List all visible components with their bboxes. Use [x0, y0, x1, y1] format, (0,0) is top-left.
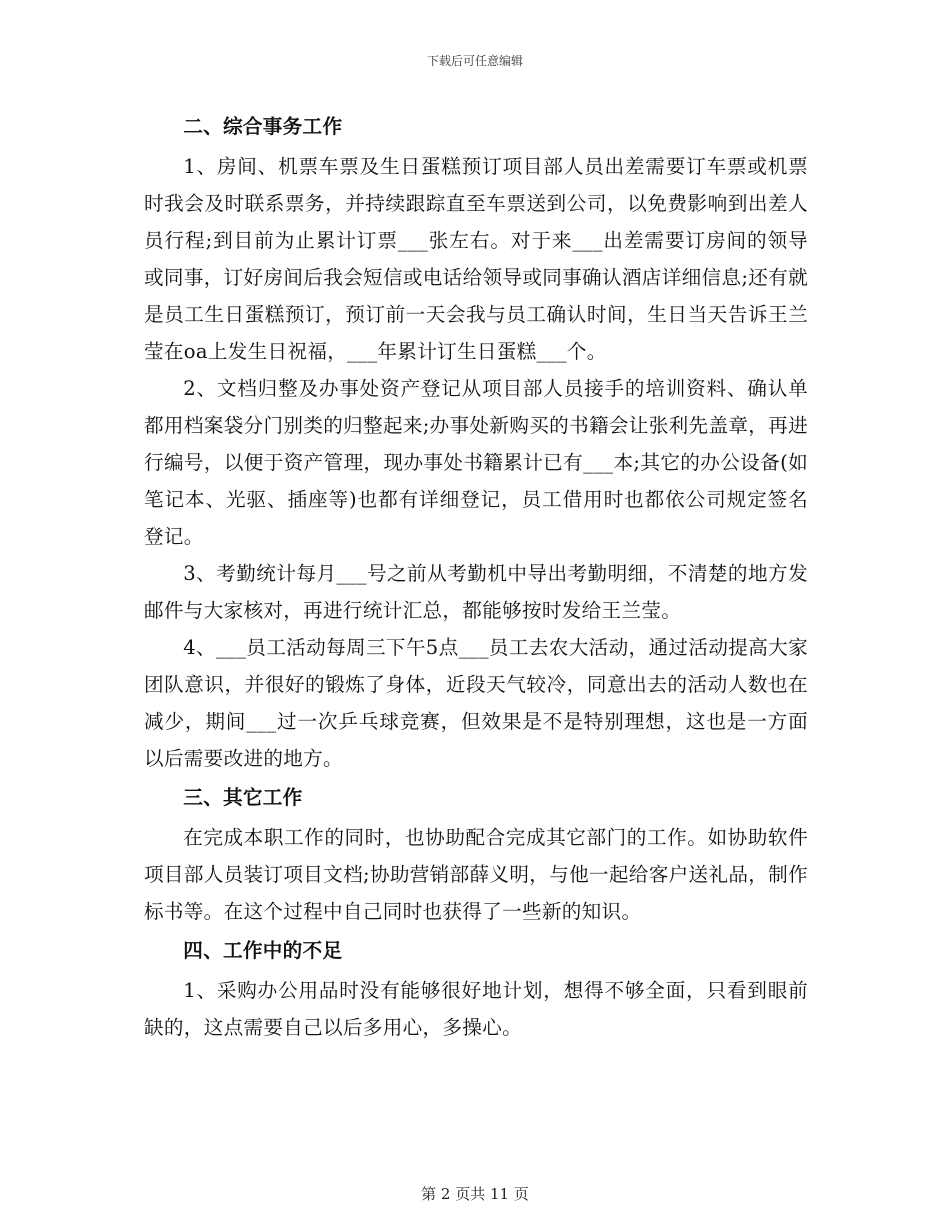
paragraph: 2、文档归整及办事处资产登记从项目部人员接手的培训资料、确认单都用档案袋分门别类的归整起来;办事处新购买的书籍会让张利先盖章，再进行编号，以便于资产管理，现办事处书籍累计已有___本;其它的办公设备(如笔记本、光驱、插座等)也都有详细登记，员工借用时也都依公司规定签名登记。: [144, 377, 808, 548]
section-heading: 二、综合事务工作: [183, 115, 343, 138]
section-heading: 三、其它工作: [183, 786, 303, 809]
paragraph: 在完成本职工作的同时，也协助配合完成其它部门的工作。如协助软件项目部人员装订项目文档;协助营销部薛义明，与他一起给客户送礼品，制作标书等。在这个过程中自己同时也获得了一些新的知识。: [144, 826, 808, 923]
page-header: 下载后可任意编辑: [426, 54, 523, 68]
section-heading: 四、工作中的不足: [183, 939, 343, 962]
document-body: [144, 106, 808, 1046]
paragraph: 4、___员工活动每周三下午5点___员工去农大活动，通过活动提高大家团队意识，并很好的锻炼了身体，近段天气较冷，同意出去的活动人数也在减少，期间___过一次乒乓球竞赛，但效果是不是特别理想，这也是一方面以后需要改进的地方。: [144, 636, 808, 770]
paragraph: 1、房间、机票车票及生日蛋糕预订项目部人员出差需要订车票或机票时我会及时联系票务，并持续跟踪直至车票送到公司，以免费影响到出差人员行程;到目前为止累计订票___张左右。对于来___出差需要订房间的领导或同事，订好房间后我会短信或电话给领导或同事确认酒店详细信息;还有就是员工生日蛋糕预订，预订前一天会我与员工确认时间，生日当天告诉王兰莹在oa上发生日祝福，___年累计订生日蛋糕___个。: [144, 155, 808, 363]
paragraph: 1、采购办公用品时没有能够很好地计划，想得不够全面，只看到眼前缺的，这点需要自己以后多用心，多操心。: [144, 979, 808, 1039]
paragraph: 3、考勤统计每月___号之前从考勤机中导出考勤明细，不清楚的地方发邮件与大家核对，再进行统计汇总，都能够按时发给王兰莹。: [144, 562, 808, 622]
page-footer: 第 2 页共 11 页: [421, 1185, 529, 1203]
